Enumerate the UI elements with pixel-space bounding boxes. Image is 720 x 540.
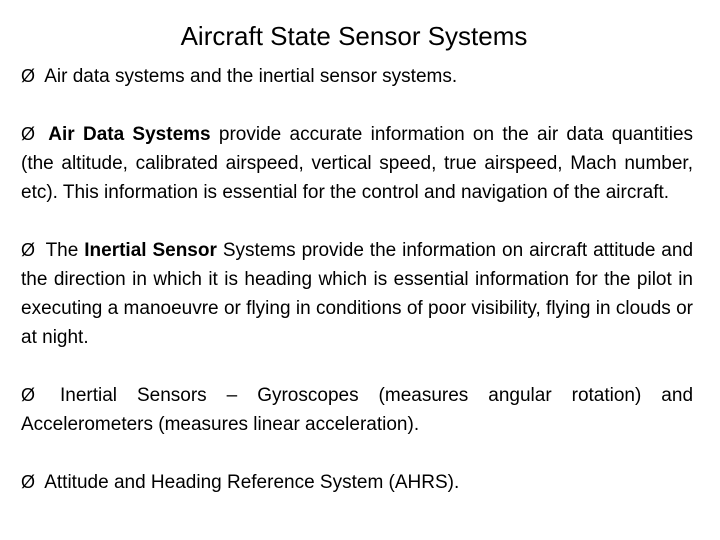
paragraph-3-prefix: The: [45, 240, 79, 261]
arrow-bullet-icon: Ø: [21, 385, 36, 405]
arrow-bullet-icon: Ø: [21, 240, 36, 260]
arrow-bullet-icon: Ø: [21, 472, 36, 492]
bullet-paragraph-2: [21, 120, 693, 207]
arrow-bullet-icon: Ø: [21, 66, 36, 86]
slide-title: Aircraft State Sensor Systems: [180, 21, 528, 51]
paragraph-1-text: Air data systems and the inertial sensor systems.: [44, 66, 458, 87]
bullet-paragraph-5: [21, 468, 693, 497]
arrow-bullet-icon: Ø: [21, 124, 36, 144]
paragraph-2-bold-term: Air Data Systems: [48, 124, 211, 145]
bullet-paragraph-1: [21, 62, 693, 91]
paragraph-4-text: Inertial Sensors – Gyroscopes (measures angular rotation) and Accelerometers (measures linear acceleration).: [21, 385, 694, 435]
bullet-paragraph-4: [21, 381, 693, 439]
paragraph-2-text: provide accurate information on the air data quantities (the altitude, calibrated airspeed, vertical speed, true airspeed, Mach number, etc). This information is essential for the control and navigation of the aircraft.: [21, 124, 694, 203]
bullet-paragraph-3: [21, 236, 693, 352]
slide-body: [21, 62, 693, 497]
paragraph-3-text: Systems provide the information on aircraft attitude and the direction in which it is heading which is essential information for the pilot in executing a manoeuvre or flying in conditions of poor visibility, flying in clouds or at night.: [21, 240, 694, 348]
paragraph-5-text: Attitude and Heading Reference System (AHRS).: [44, 472, 460, 493]
paragraph-3-bold-term: Inertial Sensor: [84, 240, 217, 261]
